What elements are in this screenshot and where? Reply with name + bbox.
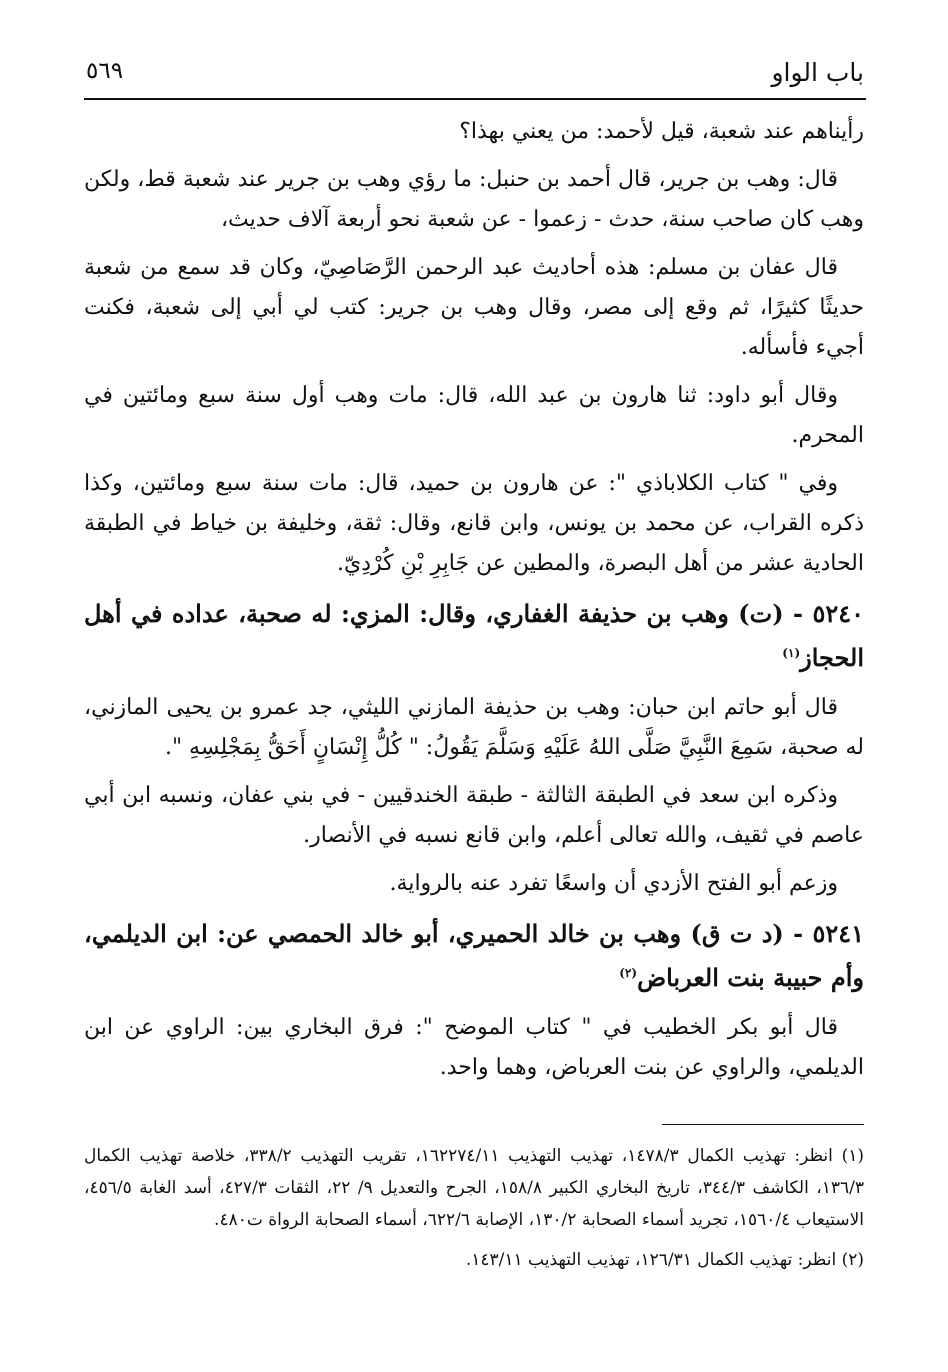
footnote: (١) انظر: تهذيب الكمال ١٤٧٨/٣، تهذيب التهذيب ١٦٢٢٧٤/١١، تقريب التهذيب ٣٣٨/٢، خلاصة تهذيب الكمال ١٣٦/٣، الكاشف ٣٤٤/٣، تاريخ البخاري الكبير ١٥٨/٨، الجرح والتعديل ٩/ ٢٢، الثقات ٤٢٧/٣، أسد الغابة ٤٥٦/٥، الاستيعاب ١٥٦٠/٤، تجريد أسماء الصحابة ١٣٠/٢، الإصابة ٦٢٢/٦، أسماء الصحابة الرواة ت٤٨٠.: [84, 1146, 864, 1230]
paragraph: رأيناهم عند شعبة، قيل لأحمد: من يعني بهذا؟: [459, 119, 864, 144]
paragraph: وفي " كتاب الكلاباذي ": عن هارون بن حميد، قال: مات سنة سبع ومائتين، وكذا ذكره القراب، عن محمد بن يونس، وابن قانع، وقال: ثقة، وخليفة بن خياط في الطبقة الحادية عشر من أهل البصرة، والمطين عن جَابِرِ بْنِ كُرْدِيّ.: [84, 471, 864, 576]
main-text: [84, 112, 864, 1096]
header-rule: [84, 98, 866, 100]
footnotes: [84, 1140, 864, 1284]
page-number: ٥٦٩: [86, 58, 124, 84]
page-header: [86, 58, 864, 96]
footnote: (٢) انظر: تهذيب الكمال ١٢٦/٣١، تهذيب التهذيب ١٤٣/١١.: [465, 1250, 864, 1270]
paragraph: وزعم أبو الفتح الأزدي أن واسعًا تفرد عنه بالرواية.: [389, 871, 838, 896]
paragraph: قال أبو بكر الخطيب في " كتاب الموضح ": فرق البخاري بين: الراوي عن ابن الديلمي، والراوي عن بنت العرباض، وهما واحد.: [84, 1015, 864, 1080]
entry-heading: [84, 912, 864, 1000]
chapter-title: باب الواو: [771, 58, 864, 87]
entry-heading-text: ٥٢٤٠ - (ت) وهب بن حذيفة الغفاري، وقال: المزي: له صحبة، عداده في أهل الحجاز: [84, 599, 864, 672]
paragraph: قال أبو حاتم ابن حبان: وهب بن حذيفة المازني الليثي، جد عمرو بن يحيى المازني، له صحبة، سَمِعَ النَّبِيَّ صَلَّى اللهُ عَلَيْهِ وَسَلَّمَ يَقُولُ: " كُلُّ إِنْسَانٍ أَحَقُّ بِمَجْلِسِهِ ".: [84, 695, 864, 760]
entry-heading: [84, 592, 864, 680]
footnote-rule: [662, 1124, 864, 1125]
paragraph: وقال أبو داود: ثنا هارون بن عبد الله، قال: مات وهب أول سنة سبع ومائتين في المحرم.: [84, 383, 864, 448]
paragraph: قال: وهب بن جرير، قال أحمد بن حنبل: ما رؤي وهب بن جرير عند شعبة قط، ولكن وهب كان صاحب سنة، حدث - زعموا - عن شعبة نحو أربعة آلاف حديث،: [84, 167, 864, 232]
footnote-ref: (١): [782, 646, 801, 660]
paragraph: وذكره ابن سعد في الطبقة الثالثة - طبقة الخندقيين - في بني عفان، ونسبه ابن أبي عاصم في ثقيف، والله تعالى أعلم، وابن قانع نسبه في الأنصار.: [84, 783, 864, 848]
paragraph: قال عفان بن مسلم: هذه أحاديث عبد الرحمن الرَّصَاصِيّ، وكان قد سمع من شعبة حديثًا كثيرًا، ثم وقع إلى مصر، وقال وهب بن جرير: كتب لي أبي إلى شعبة، فكنت أجيء فأسأله.: [84, 255, 864, 360]
entry-heading-text: ٥٢٤١ - (د ت ق) وهب بن خالد الحميري، أبو خالد الحمصي عن: ابن الديلمي، وأم حبيبة بنت العرباض: [84, 919, 864, 992]
footnote-ref: (٢): [619, 966, 638, 980]
